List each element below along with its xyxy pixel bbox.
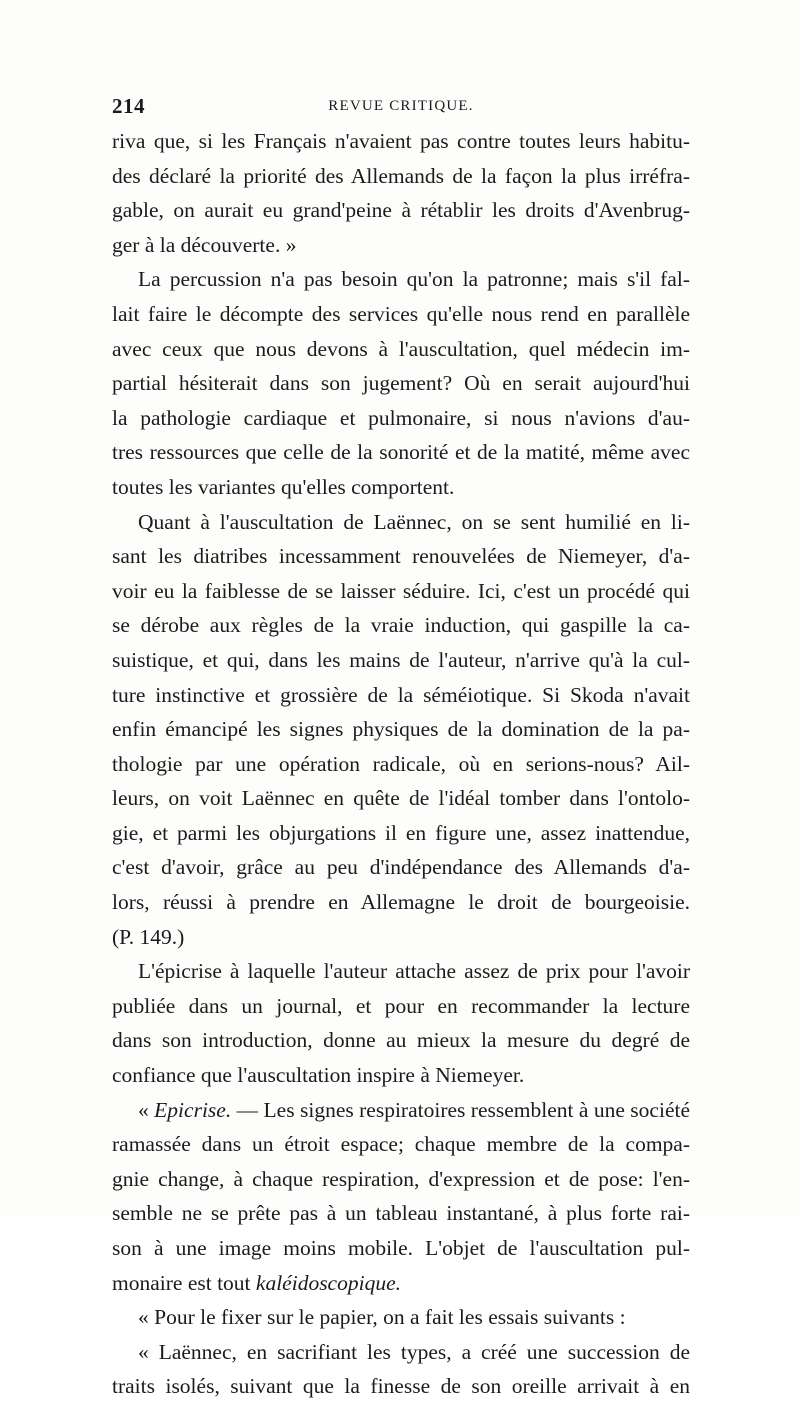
italic-word: kaléidoscopique.: [255, 1270, 401, 1295]
text-line: enfin émancipé les signes physiques de la domination de la pa-: [112, 717, 690, 742]
paragraph-start-line: « Laënnec, en sacrifiant les types, a créé une succession de: [138, 1339, 690, 1364]
text-line: la pathologie cardiaque et pulmonaire, si nous n'avions d'au-: [112, 405, 690, 430]
running-head: [112, 94, 690, 118]
text-line: ger à la découverte. »: [112, 232, 297, 257]
italic-word: Epicrise.: [154, 1097, 232, 1122]
text-line: gnie change, à chaque respiration, d'expression et de pose: l'en-: [112, 1166, 690, 1191]
text-line: partial hésiterait dans son jugement? Où en serait aujourd'hui: [112, 371, 690, 396]
text-line: avec ceux que nous devons à l'auscultation, quel médecin im-: [112, 336, 690, 361]
page-number: 214: [112, 94, 145, 118]
text-line: semble ne se prête pas à un tableau instantané, à plus forte rai-: [112, 1201, 690, 1226]
text-line: gie, et parmi les objurgations il en figure une, assez inattendue,: [112, 820, 690, 845]
text-line: riva que, si les Français n'avaient pas contre toutes leurs habitu-: [112, 129, 690, 153]
text-line: confiance que l'auscultation inspire à Niemeyer.: [112, 1063, 525, 1088]
text-line: des déclaré la priorité des Allemands de la façon la plus irréfra-: [112, 163, 690, 188]
text-line: leurs, on voit Laënnec en quête de l'idéal tomber dans l'ontolo-: [112, 786, 690, 811]
paragraph-start-line: L'épicrise à laquelle l'auteur attache assez de prix pour l'avoir: [138, 959, 690, 984]
paragraph-start-line: Quant à l'auscultation de Laënnec, on se sent humilié en li-: [138, 509, 690, 534]
text-line: (P. 149.): [112, 924, 185, 949]
text-line: ramassée dans un étroit espace; chaque membre de la compa-: [112, 1132, 690, 1157]
text-line: traits isolés, suivant que la finesse de son oreille arrivait à en: [112, 1374, 690, 1399]
text-line: se dérobe aux règles de la vraie induction, qui gaspille la ca-: [112, 613, 690, 638]
paragraph-start-line: « Pour le fixer sur le papier, on a fait les essais suivants :: [138, 1305, 626, 1330]
text-line: son à une image moins mobile. L'objet de l'auscultation pul-: [112, 1236, 690, 1260]
text-line: monaire est tout kaléidoscopique.: [112, 1270, 401, 1295]
text-line: publiée dans un journal, et pour en recommander la lecture: [112, 993, 690, 1018]
text-line: gable, on aurait eu grand'peine à rétablir les droits d'Avenbrug-: [112, 198, 690, 223]
text-line: dans son introduction, donne au mieux la mesure du degré de: [112, 1028, 690, 1053]
text-line: toutes les variantes qu'elles comportent.: [112, 474, 455, 499]
text-line: c'est d'avoir, grâce au peu d'indépendance des Allemands d'a-: [112, 855, 690, 880]
text-line: ture instinctive et grossière de la séméiotique. Si Skoda n'avait: [112, 682, 690, 707]
text-line: tres ressources que celle de la sonorité et de la matité, même avec: [112, 440, 690, 465]
text-line: voir eu la faiblesse de se laisser séduire. Ici, c'est un procédé qui: [112, 578, 690, 603]
body-text: [112, 124, 690, 1404]
text-line: thologie par une opération radicale, où en serions-nous? Ail-: [112, 751, 690, 776]
paragraph-start-line: « Epicrise. — Les signes respiratoires ressemblent à une société: [138, 1097, 691, 1122]
paragraph-start-line: La percussion n'a pas besoin qu'on la patronne; mais s'il fal-: [138, 267, 690, 292]
journal-title: REVUE CRITIQUE.: [328, 98, 474, 114]
text-line: lors, réussi à prendre en Allemagne le droit de bourgeoisie.: [112, 890, 690, 915]
text-line: sant les diatribes incessamment renouvelées de Niemeyer, d'a-: [112, 544, 690, 569]
text-line: lait faire le décompte des services qu'elle nous rend en parallèle: [112, 301, 690, 326]
text-line: suistique, et qui, dans les mains de l'auteur, n'arrive qu'à la cul-: [112, 647, 690, 672]
